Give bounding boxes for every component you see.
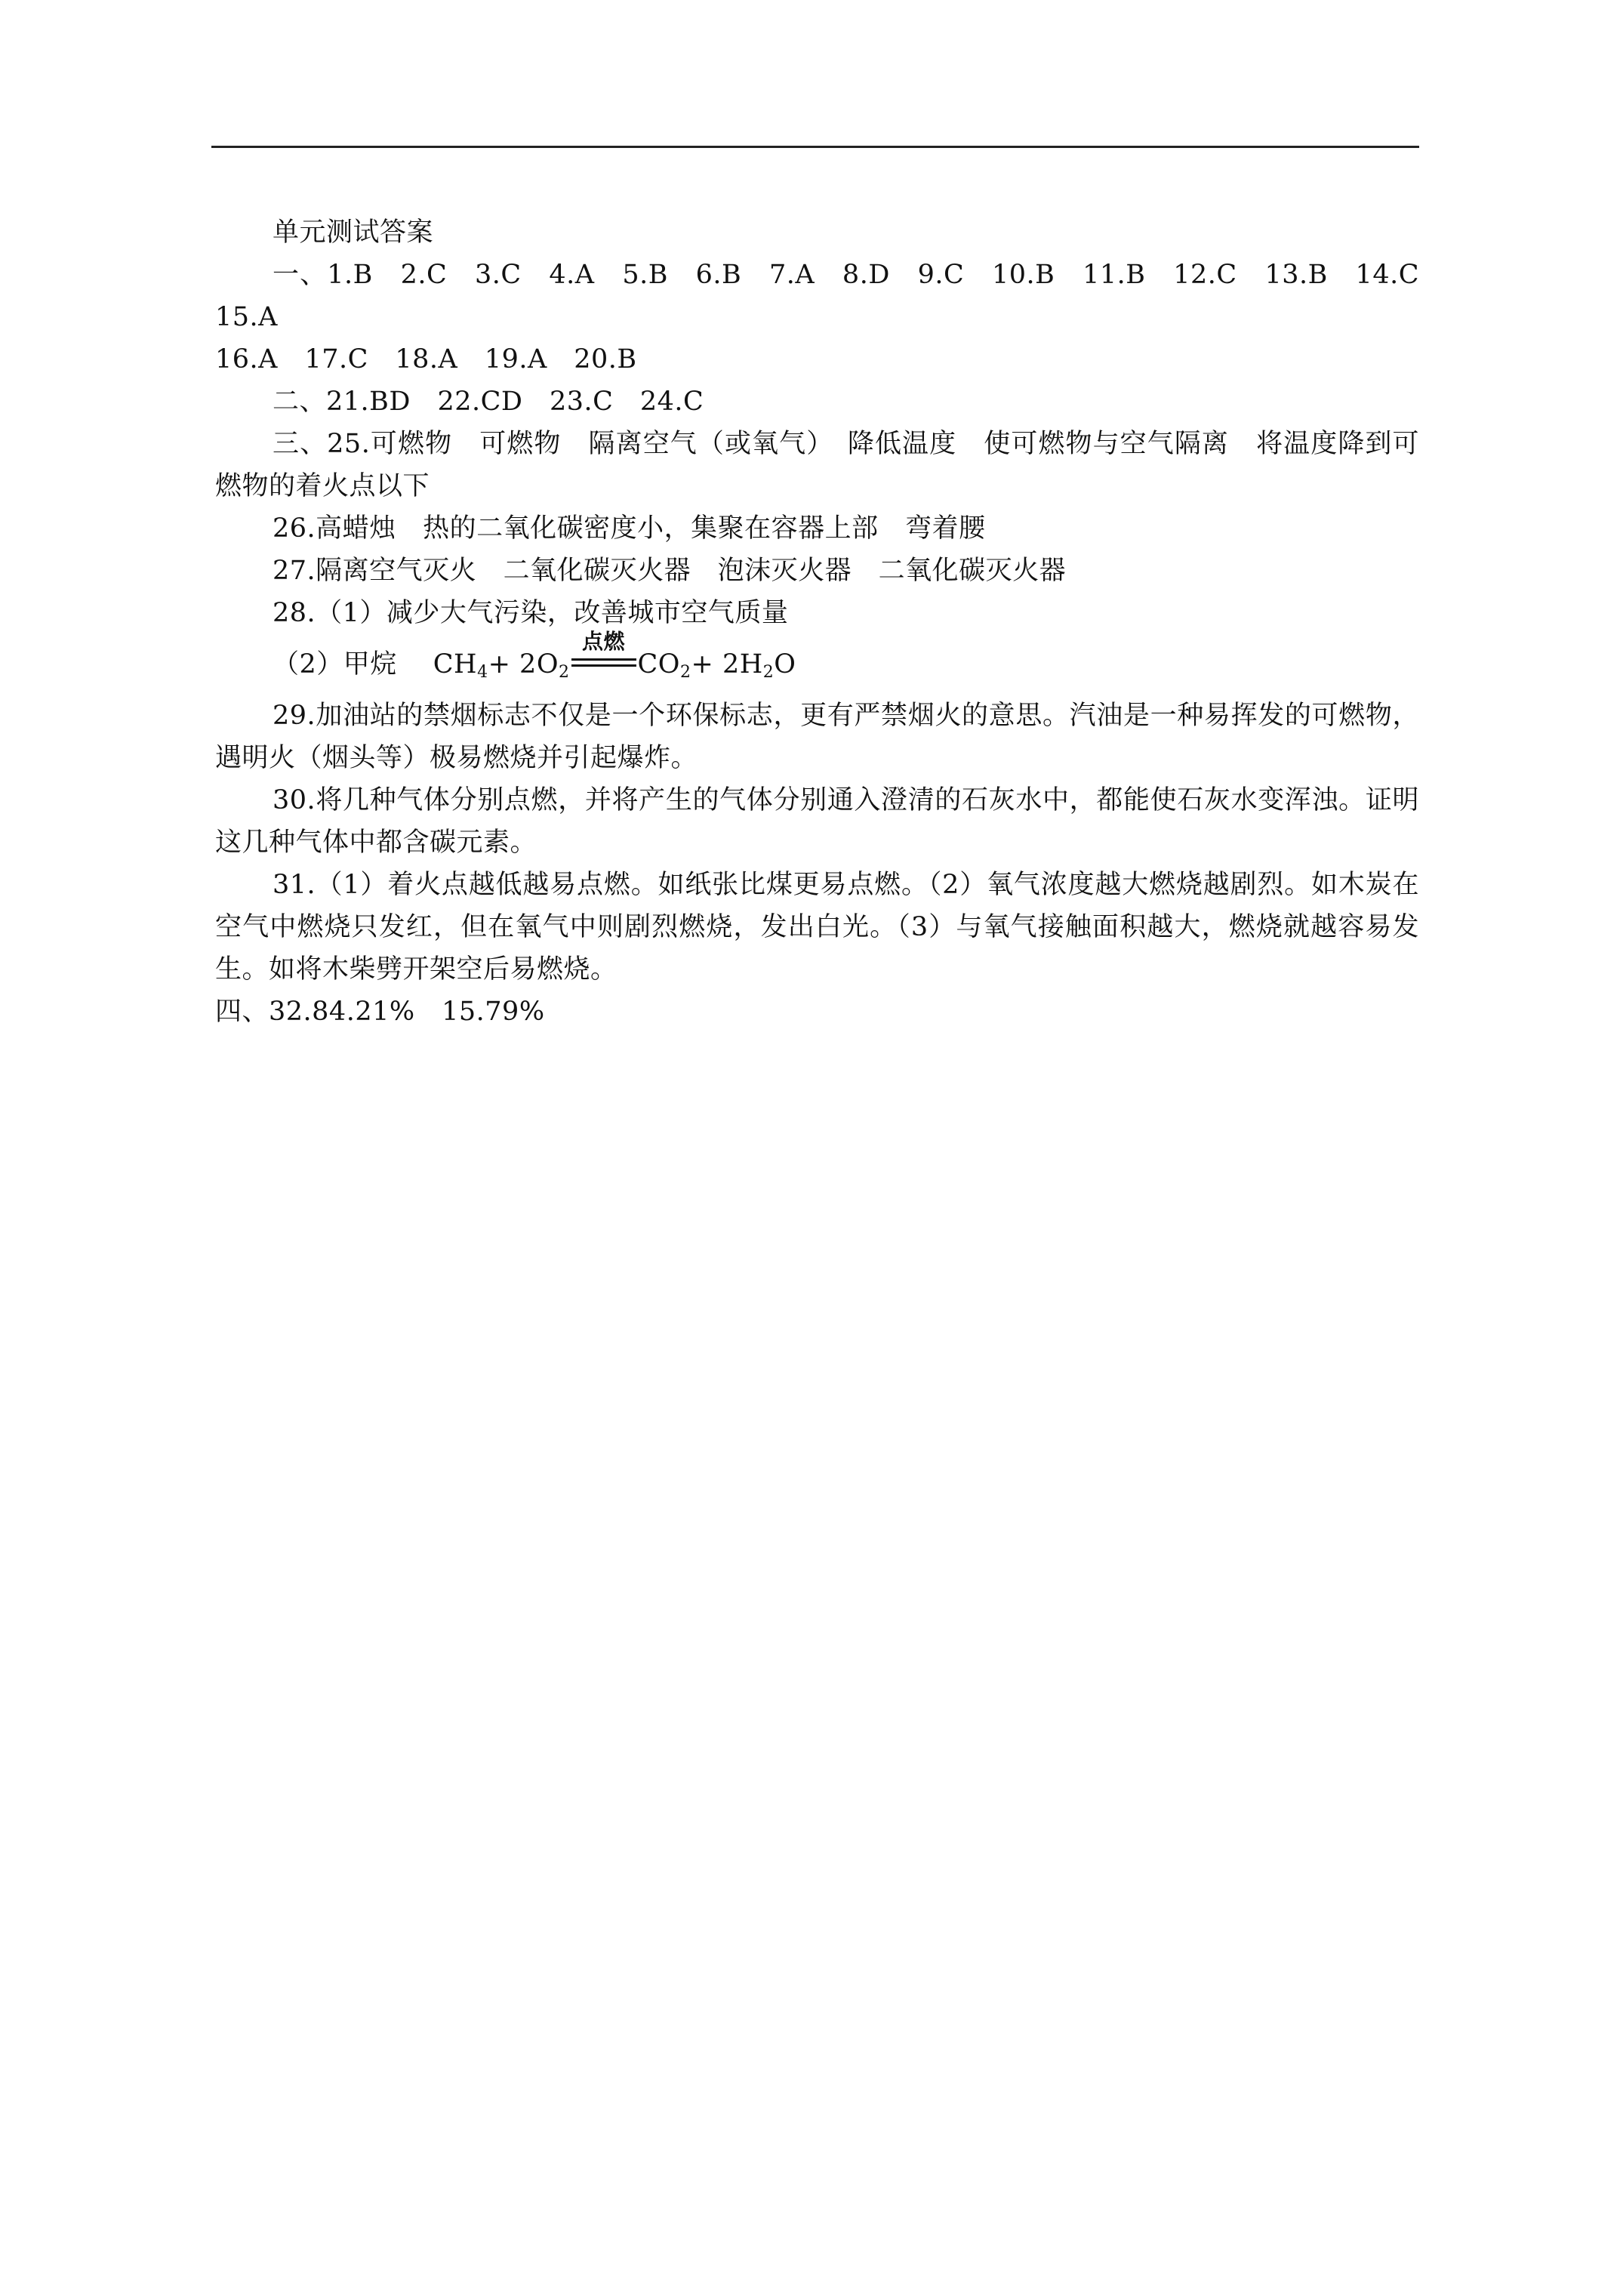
q28-part2-label: （2）甲烷 [273,649,397,680]
q28-equation-line [215,629,1419,695]
product-water: + $2H_2O$ [691,649,796,682]
header-rule [211,146,1419,148]
q29-answer: 29.加油站的禁烟标志不仅是一个环保标志，更有严禁烟火的意思。汽油是一种易挥发的可燃物，遇明火（烟头等）极易燃烧并引起爆炸。 [215,701,1419,773]
q31-answer: 31.（1）着火点越低越易点燃。如纸张比煤更易点燃。（2）氧气浓度越大燃烧越剧烈。如木炭在空气中燃烧只发红，但在氧气中则剧烈燃烧，发出白光。（3）与氧气接触面积越大，燃烧就越容易发生。如将木柴劈开架空后易燃烧。 [215,870,1419,985]
section1-line1: 一、1.B 2.C 3.C 4.A 5.B 6.B 7.A 8.D 9.C 10.B 11.B 12.C 13.B 14.C 15.A [215,260,1419,332]
q25-answer: 三、25.可燃物 可燃物 隔离空气（或氧气） 降低温度 使可燃物与空气隔离 将温度降到可燃物的着火点以下 [215,429,1419,501]
section1-line2: 16.A 17.C 18.A 19.A 20.B [215,344,637,374]
q28-part1: 28.（1）减少大气污染，改善城市空气质量 [273,598,789,628]
q26-answer: 26.高蜡烛 热的二氧化碳密度小，集聚在容器上部 弯着腰 [273,513,986,544]
page-title: 单元测试答案 [273,217,434,248]
product-carbon-dioxide: $CO_2$ [637,649,691,682]
answer-content [215,211,1419,1033]
reaction-condition: 点燃 [582,629,626,654]
reaction-equals-sign [570,629,638,695]
section2-answers: 二、21.BD 22.CD 23.C 24.C [273,387,704,417]
q30-answer: 30.将几种气体分别点燃，并将产生的气体分别通入澄清的石灰水中，都能使石灰水变浑浊。证明这几种气体中都含碳元素。 [215,785,1419,858]
reactant-oxygen: + $2O_2$ [488,649,570,682]
reactant-methane: $CH_4$ [433,649,488,682]
q27-answer: 27.隔离空气灭火 二氧化碳灭火器 泡沫灭火器 二氧化碳灭火器 [273,556,1067,586]
section4-answer: 四、32.84.21% 15.79% [215,997,545,1027]
